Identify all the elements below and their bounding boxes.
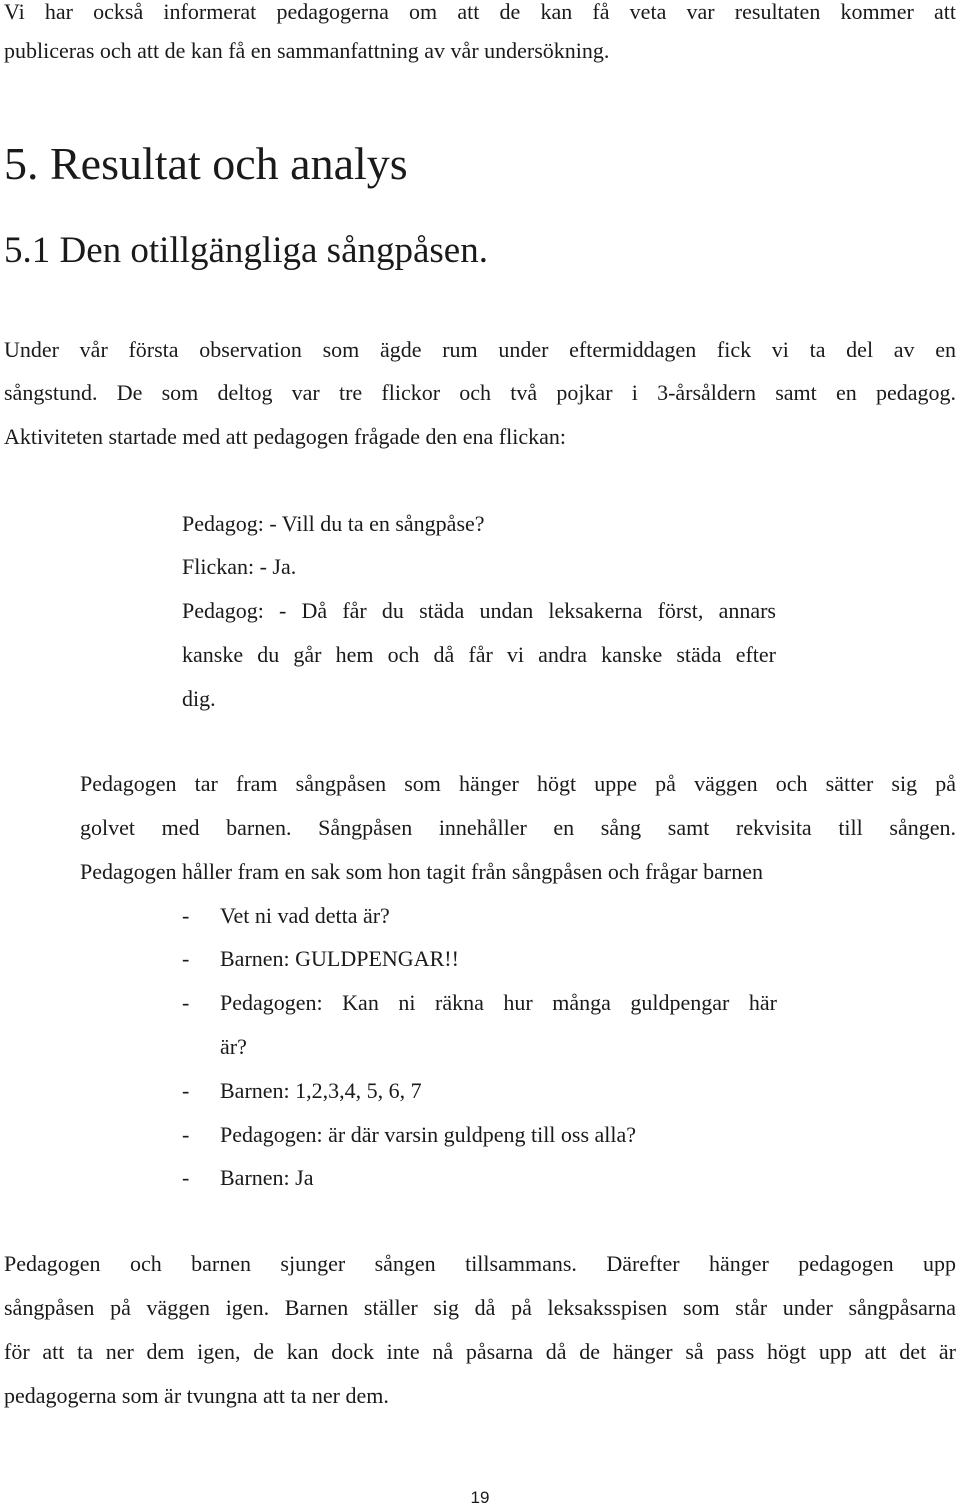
list-item	[182, 944, 459, 974]
list-marker: -	[182, 1165, 190, 1190]
list-item-continuation: är?	[220, 1034, 247, 1059]
list-marker: -	[182, 1122, 190, 1147]
dialogue-line-1: Pedagog: - Vill du ta en sångpåse?	[182, 511, 485, 536]
paragraph-3-line-1: Pedagogen och barnen sjunger sången tillsammans. Därefter hänger pedagogen upp	[4, 1251, 956, 1276]
page-number: 19	[470, 1488, 490, 1507]
list-item	[182, 1076, 422, 1106]
paragraph-1-line-1: Under vår första observation som ägde rum under eftermiddagen fick vi ta del av en	[4, 337, 956, 362]
list-marker: -	[182, 946, 190, 971]
list-marker: -	[182, 903, 190, 928]
list-item-text: Barnen: GULDPENGAR!!	[220, 946, 459, 971]
paragraph-2-line-2: golvet med barnen. Sångpåsen innehåller en sång samt rekvisita till sången.	[80, 815, 956, 840]
dialogue-line-2: Flickan: - Ja.	[182, 554, 297, 579]
dialogue-line-3: Pedagog: - Då får du städa undan leksakerna först, annars	[182, 598, 776, 623]
paragraph-1-line-2: sångstund. De som deltog var tre flickor och två pojkar i 3-årsåldern samt en pedagog.	[4, 380, 956, 405]
paragraph-3-line-4: pedagogerna som är tvungna att ta ner dem.	[4, 1383, 389, 1408]
subsection-heading: 5.1 Den otillgängliga sångpåsen.	[4, 230, 488, 271]
list-item	[182, 988, 220, 1018]
list-item-text: Pedagogen: är där varsin guldpeng till oss alla?	[220, 1122, 637, 1147]
list-item	[182, 1163, 313, 1193]
list-item-text: Barnen: 1,2,3,4, 5, 6, 7	[220, 1078, 422, 1103]
list-item	[182, 1120, 636, 1150]
list-item-text: Barnen: Ja	[220, 1165, 314, 1190]
intro-line-1: Vi har också informerat pedagogerna om att de kan få veta var resultaten kommer att	[4, 0, 956, 24]
list-marker: -	[182, 990, 190, 1015]
paragraph-2-line-1: Pedagogen tar fram sångpåsen som hänger högt uppe på väggen och sätter sig på	[80, 771, 956, 796]
list-item	[182, 901, 390, 931]
intro-line-2: publiceras och att de kan få en sammanfattning av vår undersökning.	[4, 38, 610, 63]
list-marker: -	[182, 1078, 190, 1103]
paragraph-3-line-3: för att ta ner dem igen, de kan dock inte nå påsarna då de hänger så pass högt upp att det är	[4, 1339, 956, 1364]
paragraph-1-line-3: Aktiviteten startade med att pedagogen frågade den ena flickan:	[4, 424, 566, 449]
paragraph-3-line-2: sångpåsen på väggen igen. Barnen ställer sig då på leksaksspisen som står under sångpåsarna	[4, 1295, 956, 1320]
list-item-text: Vet ni vad detta är?	[220, 903, 390, 928]
paragraph-2-line-3: Pedagogen håller fram en sak som hon tagit från sångpåsen och frågar barnen	[80, 859, 763, 884]
list-item-text: Pedagogen: Kan ni räkna hur många guldpengar här	[220, 990, 777, 1015]
dialogue-line-4: kanske du går hem och då får vi andra kanske städa efter	[182, 642, 776, 667]
section-heading: 5. Resultat och analys	[4, 138, 408, 189]
dialogue-line-5: dig.	[182, 686, 216, 711]
